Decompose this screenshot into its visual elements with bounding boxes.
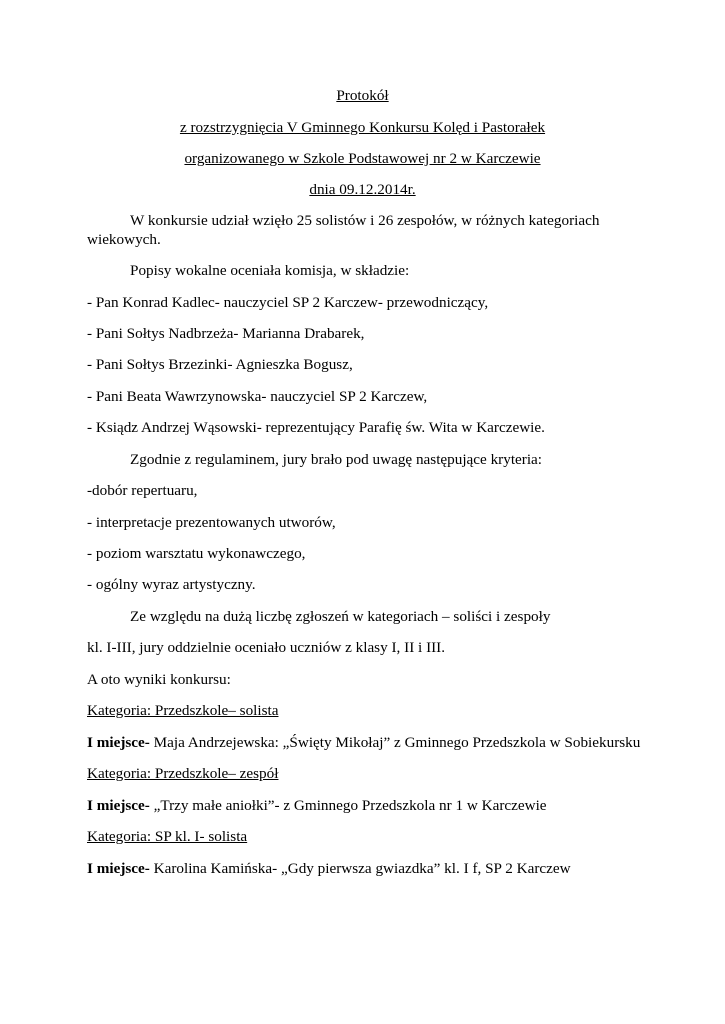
jury-member: - Pani Sołtys Nadbrzeża- Marianna Drabarek, [87,325,365,342]
place-label: I miejsce- [87,734,150,751]
result-entry [87,860,571,878]
place-label: I miejsce- [87,860,150,877]
result-entry [87,734,640,752]
jury-intro: Popisy wokalne oceniała komisja, w składzie: [130,262,410,279]
category-heading: Kategoria: Przedszkole– zespół [87,765,279,782]
place-label: I miejsce- [87,797,150,814]
protocol-date: dnia 09.12.2014r. [309,181,416,198]
category-heading: Kategoria: SP kl. I- solista [87,828,248,845]
criteria-item: -dobór repertuaru, [87,482,198,499]
result-text: Karolina Kamińska- „Gdy pierwsza gwiazdka” kl. I f, SP 2 Karczew [149,860,571,877]
jury-member: - Pani Beata Wawrzynowska- nauczyciel SP 2 Karczew, [87,388,428,405]
result-entry [87,797,547,815]
jury-member: - Pan Konrad Kadlec- nauczyciel SP 2 Karczew- przewodniczący, [87,294,489,311]
results-intro: A oto wyniki konkursu: [87,671,231,688]
criteria-item: - poziom warsztatu wykonawczego, [87,545,306,562]
criteria-intro: Zgodnie z regulaminem, jury brało pod uwagę następujące kryteria: [130,451,543,468]
protocol-subtitle-line-1: z rozstrzygnięcia V Gminnego Konkursu Kolęd i Pastorałek [179,119,546,136]
jury-member: - Ksiądz Andrzej Wąsowski- reprezentujący Parafię św. Wita w Karczewie. [87,419,545,436]
protocol-subtitle-line-2: organizowanego w Szkole Podstawowej nr 2 w Karczewie [184,150,541,167]
note-line-2: kl. I-III, jury oddzielnie oceniało uczniów z klasy I, II i III. [87,639,446,656]
result-text: Maja Andrzejewska: „Święty Mikołaj” z Gminnego Przedszkola w Sobiekursku [149,734,641,751]
criteria-item: - interpretacje prezentowanych utworów, [87,514,336,531]
result-text: „Trzy małe aniołki”- z Gminnego Przedszkola nr 1 w Karczewie [149,797,547,814]
note-line-1: Ze względu na dużą liczbę zgłoszeń w kategoriach – soliści i zespoły [130,608,551,625]
intro-paragraph-line-1: W konkursie udział wzięło 25 solistów i 26 zespołów, w różnych kategoriach [130,212,600,229]
jury-member: - Pani Sołtys Brzezinki- Agnieszka Bogusz, [87,356,353,373]
criteria-item: - ogólny wyraz artystyczny. [87,576,256,593]
protocol-title: Protokół [336,87,389,104]
category-heading: Kategoria: Przedszkole– solista [87,702,279,719]
intro-paragraph-line-2: wiekowych. [87,231,161,248]
